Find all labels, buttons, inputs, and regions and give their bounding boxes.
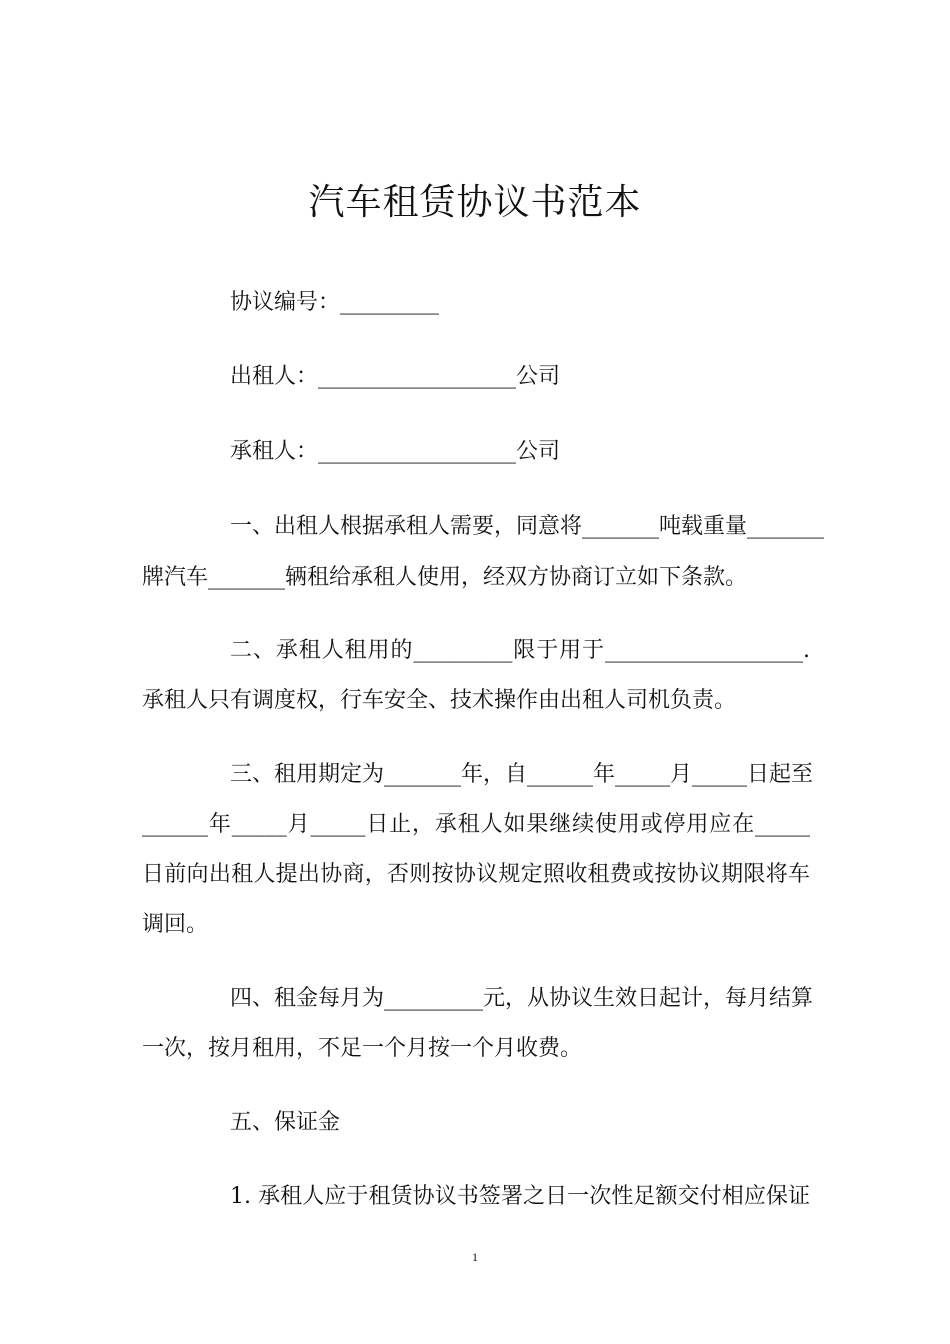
clause-3-line-3: 日前向出租人提出协商，否则按协议规定照收租费或按协议期限将车 — [142, 862, 810, 887]
lessee-line: 承租人：__________________公司 — [230, 439, 561, 464]
agreement-number-line: 协议编号：_________ — [230, 290, 440, 315]
page-number: 1 — [472, 1250, 478, 1264]
document-title: 汽车租赁协议书范本 — [308, 182, 642, 223]
clause-4-line-2: 一次，按月租用，不足一个月按一个月收费。 — [142, 1036, 583, 1061]
clause-1-line-2: 牌汽车_______辆租给承租人使用，经双方协商订立如下条款。 — [142, 565, 748, 590]
clause-5-heading: 五、保证金 — [230, 1110, 341, 1135]
clause-1-line-1: 一、出租人根据承租人需要，同意将_______吨载重量_______ — [230, 514, 825, 539]
lessor-line: 出租人：__________________公司 — [230, 364, 561, 389]
clause-2-line-1: 二、承租人租用的_________限于用于__________________. — [230, 638, 810, 663]
clause-3-line-2: ______年_____月_____日止，承租人如果继续使用或停用应在_____ — [142, 812, 810, 837]
clause-4-line-1: 四、租金每月为_________元，从协议生效日起计，每月结算 — [230, 986, 814, 1011]
clause-3-line-1: 三、租用期定为_______年，自______年_____月_____日起至 — [230, 762, 814, 787]
clause-2-line-2: 承租人只有调度权，行车安全、技术操作由出租人司机负责。 — [142, 688, 737, 713]
clause-5-item-1: 1. 承租人应于租赁协议书签署之日一次性足额交付相应保证 — [230, 1184, 810, 1209]
clause-3-line-4: 调回。 — [142, 912, 209, 937]
